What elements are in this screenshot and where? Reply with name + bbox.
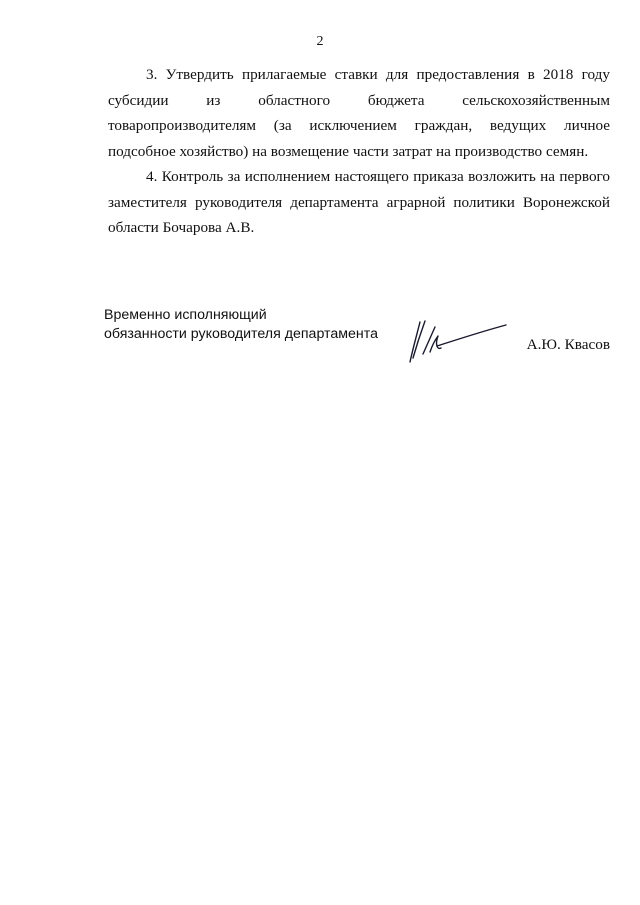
paragraph-4: 4. Контроль за исполнением настоящего приказа возложить на первого заместителя руководителя департамента аграрной политики Воронежской области Бочарова А.В. xyxy=(108,168,610,236)
signatory-name: А.Ю. Квасов xyxy=(526,336,610,353)
paragraph-3: 3. Утвердить прилагаемые ставки для предоставления в 2018 году субсидии из областного бюджета сельскохозяйственным товаропроизводителям (за исключением граждан, ведущих личное подсобное хозяйство) на возмещение части затрат на производство семян. xyxy=(108,66,610,160)
signatory-title-line-1: Временно исполняющий xyxy=(104,307,267,323)
signatory-title xyxy=(104,306,404,344)
signatory-title-line-2: обязанности руководителя департамента xyxy=(104,326,378,342)
document-body xyxy=(108,62,610,241)
handwritten-signature xyxy=(404,318,508,364)
page-number: 2 xyxy=(316,34,324,49)
